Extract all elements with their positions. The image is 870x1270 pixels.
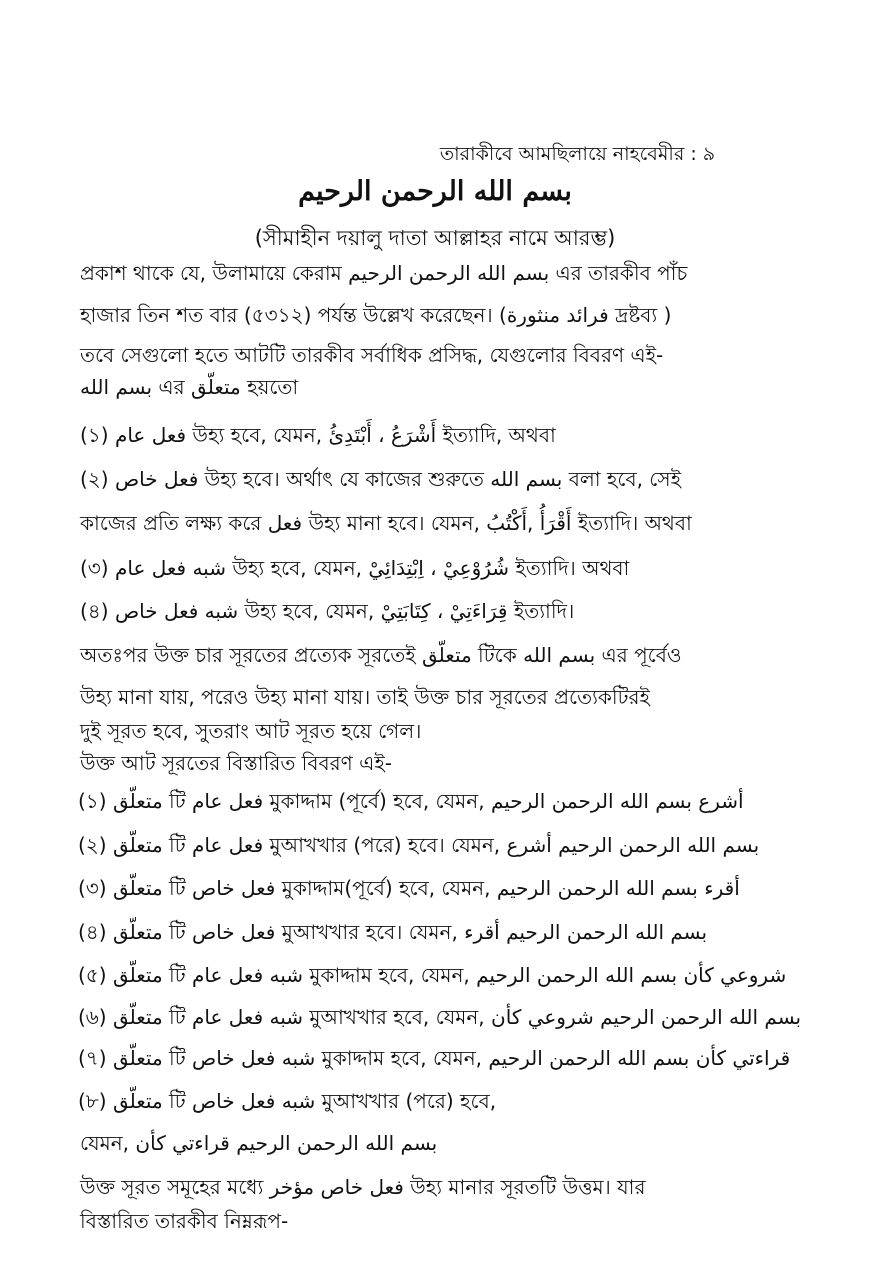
bismillah-title: بسم الله الرحمن الرحيم	[298, 176, 572, 207]
bismillah-translation: (সীমাহীন দয়ালু দাতা আল্লাহর নামে আরম্ভ)	[254, 226, 616, 250]
list-item: (২) متعلّق টি فعل عام মুআখখার (পরে) হবে। যেমন, بسم الله الرحمن الرحيم أشرع	[78, 833, 760, 857]
body-line: তবে সেগুলো হতে আটটি তারকীব সর্বাধিক প্রসিদ্ধ, যেগুলোর বিবরণ এই-	[80, 343, 664, 367]
list-item: (৭) متعلّق টি شبه فعل خاص মুকাদ্দাম হবে, যেমন, قراءتي كأن بسم الله الرحمن الرحيم	[78, 1046, 791, 1070]
body-line: হাজার তিন শত বার (৫৩১২) পর্যন্ত উল্লেখ করেছেন। (فرائد منثورة দ্রষ্টব্য )	[80, 303, 672, 327]
body-line: (১) فعل عام উহ্য হবে, যেমন, أَشْرَعُ ، أَبْتَدِئُ ইত্যাদি, অথবা	[80, 423, 556, 447]
body-line: প্রকাশ থাকে যে, উলামায়ে কেরাম بسم الله الرحمن الرحيم এর তারকীব পাঁচ	[80, 261, 688, 285]
body-line: بسم الله এর متعلّق হয়তো	[80, 375, 299, 399]
list-item: (৮) متعلّق টি شبه فعل خاص মুআখখার (পরে) হবে,	[78, 1089, 497, 1113]
body-line: যেমন, بسم الله الرحمن الرحيم قراءتي كأن	[80, 1131, 438, 1155]
page-header: তারাকীবে আমছিলায়ে নাহবেমীর : ৯	[439, 143, 716, 165]
body-line: (৪) شبه فعل خاص উহ্য হবে, যেমন, قِرَاءَتِيْ ، كِتَابَتِيْ ইত্যাদি।	[80, 599, 575, 623]
list-item: (৪) متعلّق টি فعل خاص মুআখখার হবে। যেমন, بسم الله الرحمن الرحيم أقرء	[78, 920, 708, 944]
body-line: (২) فعل خاص উহ্য হবে। অর্থাৎ যে কাজের শুরুতে بسم الله বলা হবে, সেই	[80, 467, 682, 491]
list-item: (৩) متعلّق টি فعل خاص মুকাদ্দাম(পূর্বে) হবে, যেমন, أقرء بسم الله الرحمن الرحيم	[78, 876, 740, 900]
body-line: অতঃপর উক্ত চার সূরতের প্রত্যেক সূরতেই متعلّق টিকে بسم الله এর পূর্বেও	[80, 643, 682, 667]
list-item: (৬) متعلّق টি شبه فعل عام মুআখখার হবে, যেমন, بسم الله الرحمن الرحيم شروعي كأن	[78, 1005, 802, 1029]
body-line: কাজের প্রতি লক্ষ্য করে فعل উহ্য মানা হবে। যেমন, أَقْرَأُ ,أَكْتُبُ ইত্যাদি। অথবা	[80, 511, 692, 535]
list-item: (১) متعلّق টি فعل عام মুকাদ্দাম (পূর্বে) হবে, যেমন, أشرع بسم الله الرحمن الرحيم	[78, 789, 744, 813]
body-line: দুই সূরত হবে, সুতরাং আট সূরত হয়ে গেল।	[80, 719, 422, 743]
list-item: (৫) متعلّق টি شبه فعل عام মুকাদ্দাম হবে, যেমন, شروعي كأن بسم الله الرحمن الرحيم	[78, 963, 787, 987]
body-line: বিস্তারিত তারকীব নিম্নরূপ-	[80, 1209, 289, 1233]
body-line: উহ্য মানা যায়, পরেও উহ্য মানা যায়। তাই উক্ত চার সূরতের প্রত্যেকটিরই	[80, 685, 650, 709]
body-line: উক্ত সূরত সমূহের মধ্যে فعل خاص مؤخر উহ্য মানার সূরতটি উত্তম। যার	[80, 1175, 646, 1199]
body-line: (৩) شبه فعل عام উহ্য হবে, যেমন, شُرُوْعِيْ ، اِبْتِدَائِيْ ইত্যাদি। অথবা	[80, 556, 630, 580]
body-line: উক্ত আট সূরতের বিস্তারিত বিবরণ এই-	[80, 751, 392, 775]
